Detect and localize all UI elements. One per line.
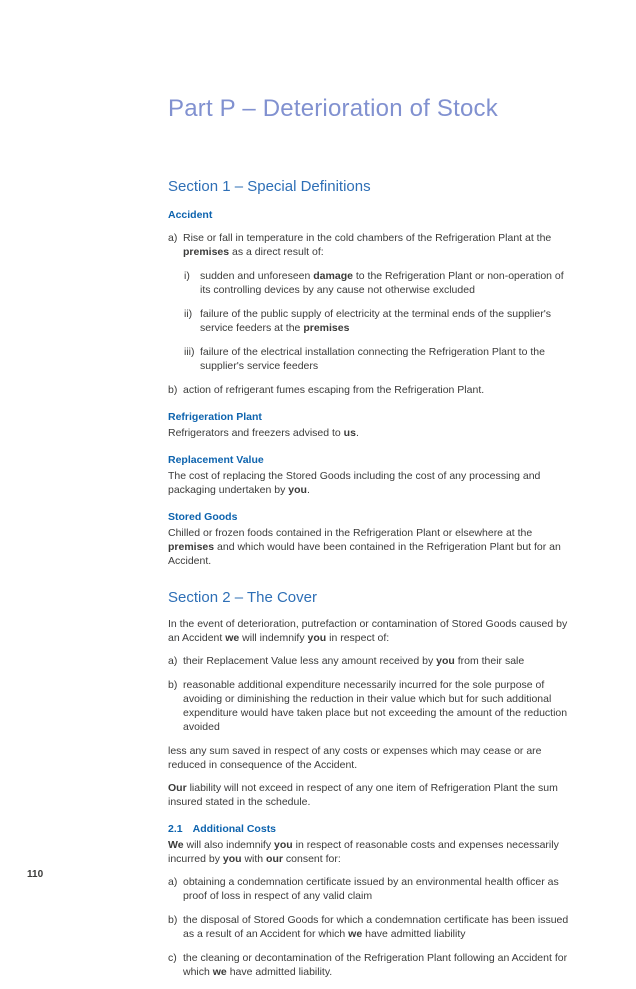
defined-term: premises: [168, 541, 215, 553]
term-heading: Replacement Value: [168, 454, 264, 466]
term-heading: Stored Goods: [168, 511, 238, 523]
defined-term: premises: [183, 246, 230, 258]
text-run: obtaining a condemnation certificate issued by an environmental health officer as proof of loss in respect of any valid claim: [183, 876, 559, 902]
defined-term: our: [266, 853, 283, 865]
text-run: In the event of deterioration, putrefaction or contamination of Stored Goods caused by an Accident: [168, 618, 568, 644]
defined-term: Our: [168, 782, 187, 794]
list-marker: b): [168, 914, 178, 926]
text-run: have admitted liability: [362, 928, 466, 940]
term-heading: Accident: [168, 209, 213, 221]
text-run: consent for:: [282, 853, 341, 865]
list-marker: iii): [184, 346, 195, 358]
text-run: .: [306, 484, 310, 496]
list-item-text: [183, 383, 576, 397]
text-run: action of refrigerant fumes escaping from the Refrigeration Plant.: [183, 384, 485, 396]
list-marker: b): [168, 679, 178, 691]
defined-term: damage: [313, 270, 353, 282]
list-item: [168, 654, 576, 668]
list-item: [168, 913, 576, 941]
text-run: less any sum saved in respect of any costs or expenses which may cease or are reduced in consequence of the Accident.: [168, 745, 542, 771]
paragraph: [168, 838, 576, 866]
text-run: will also indemnify: [183, 839, 275, 851]
subsection-title: Additional Costs: [192, 823, 277, 835]
text-run: Rise or fall in temperature in the cold chambers of the Refrigeration Plant at the: [183, 232, 552, 244]
list-marker: i): [184, 270, 190, 282]
list-item-text: [183, 951, 576, 979]
text-run: their Replacement Value less any amount received by: [183, 655, 437, 667]
text-run: as a direct result of:: [229, 246, 324, 258]
defined-term: you: [222, 853, 242, 865]
text-run: will indemnify: [239, 632, 308, 644]
list-item: [168, 383, 576, 397]
text-run: to the Refrigeration Plant or non-operation of its controlling devices by any cause not otherwise excluded: [200, 270, 564, 296]
list-item: [168, 875, 576, 903]
list-marker: a): [168, 876, 178, 888]
section-heading: Section 2 – The Cover: [168, 589, 317, 606]
defined-term: you: [307, 632, 327, 644]
text-run: liability will not exceed in respect of any one item of Refrigeration Plant the sum insured stated in the schedule.: [168, 782, 558, 808]
list-item-text: [183, 654, 576, 668]
paragraph: [168, 744, 576, 772]
list-item-text: [200, 345, 576, 373]
paragraph: [168, 469, 576, 497]
list-item-text: [183, 231, 576, 259]
text-run: sudden and unforeseen: [200, 270, 314, 282]
text-run: and which would have been contained in the Refrigeration Plant but for an Accident.: [168, 541, 561, 567]
document-content: [168, 96, 576, 989]
defined-term: we: [348, 928, 363, 940]
defined-term: we: [212, 966, 227, 978]
defined-term: you: [274, 839, 293, 851]
text-run: in respect of reasonable costs and expenses necessarily incurred by: [168, 839, 559, 865]
text-run: .: [355, 427, 359, 439]
defined-term: you: [288, 484, 307, 496]
list-item: [184, 269, 576, 297]
text-run: reasonable additional expenditure necessarily incurred for the sole purpose of avoiding or diminishing the reduction in their value which but for such additional expenditure would have taken place but not exceeding the amount of the reduction avoided: [183, 679, 568, 733]
defined-term: premises: [303, 322, 350, 334]
list-item-text: [183, 913, 576, 941]
list-marker: a): [168, 655, 178, 667]
paragraph: [168, 617, 576, 645]
text-run: failure of the electrical installation connecting the Refrigeration Plant to the supplier's service feeders: [200, 346, 545, 372]
list-item-text: [200, 269, 576, 297]
defined-term: We: [168, 839, 184, 851]
list-marker: ii): [184, 308, 193, 320]
page-number: 110: [27, 869, 44, 880]
list-marker: c): [168, 952, 177, 964]
text-run: The cost of replacing the Stored Goods including the cost of any processing and packaging undertaken by: [168, 470, 541, 496]
section-heading: Section 1 – Special Definitions: [168, 178, 371, 195]
term-heading: Refrigeration Plant: [168, 411, 262, 423]
text-run: failure of the public supply of electricity at the terminal ends of the supplier's service feeders at the: [200, 308, 552, 334]
list-item-text: [200, 307, 576, 335]
list-item: [168, 951, 576, 979]
document-body: [168, 178, 576, 979]
paragraph: [168, 526, 576, 568]
text-run: Chilled or frozen foods contained in the Refrigeration Plant or elsewhere at the: [168, 527, 533, 539]
text-run: the cleaning or decontamination of the Refrigeration Plant following an Accident for which: [183, 952, 568, 978]
paragraph: [168, 781, 576, 809]
page-title: Part P – Deterioration of Stock: [168, 95, 498, 122]
text-run: with: [241, 853, 267, 865]
defined-term: we: [225, 632, 240, 644]
list-marker: b): [168, 384, 178, 396]
list-item: [168, 231, 576, 259]
text-run: Refrigerators and freezers advised to: [168, 427, 344, 439]
paragraph: [168, 426, 576, 440]
list-item-text: [183, 678, 576, 734]
text-run: from their sale: [454, 655, 525, 667]
subsection-heading: [168, 823, 576, 836]
list-item: [184, 307, 576, 335]
list-item: [168, 678, 576, 734]
subsection-number: 2.1: [168, 823, 183, 835]
list-item-text: [183, 875, 576, 903]
list-marker: a): [168, 232, 178, 244]
text-run: in respect of:: [326, 632, 390, 644]
defined-term: us: [343, 427, 356, 439]
list-item: [184, 345, 576, 373]
text-run: have admitted liability.: [226, 966, 333, 978]
text-run: the disposal of Stored Goods for which a condemnation certificate has been issued as a result of an Accident for which: [183, 914, 569, 940]
defined-term: you: [436, 655, 455, 667]
